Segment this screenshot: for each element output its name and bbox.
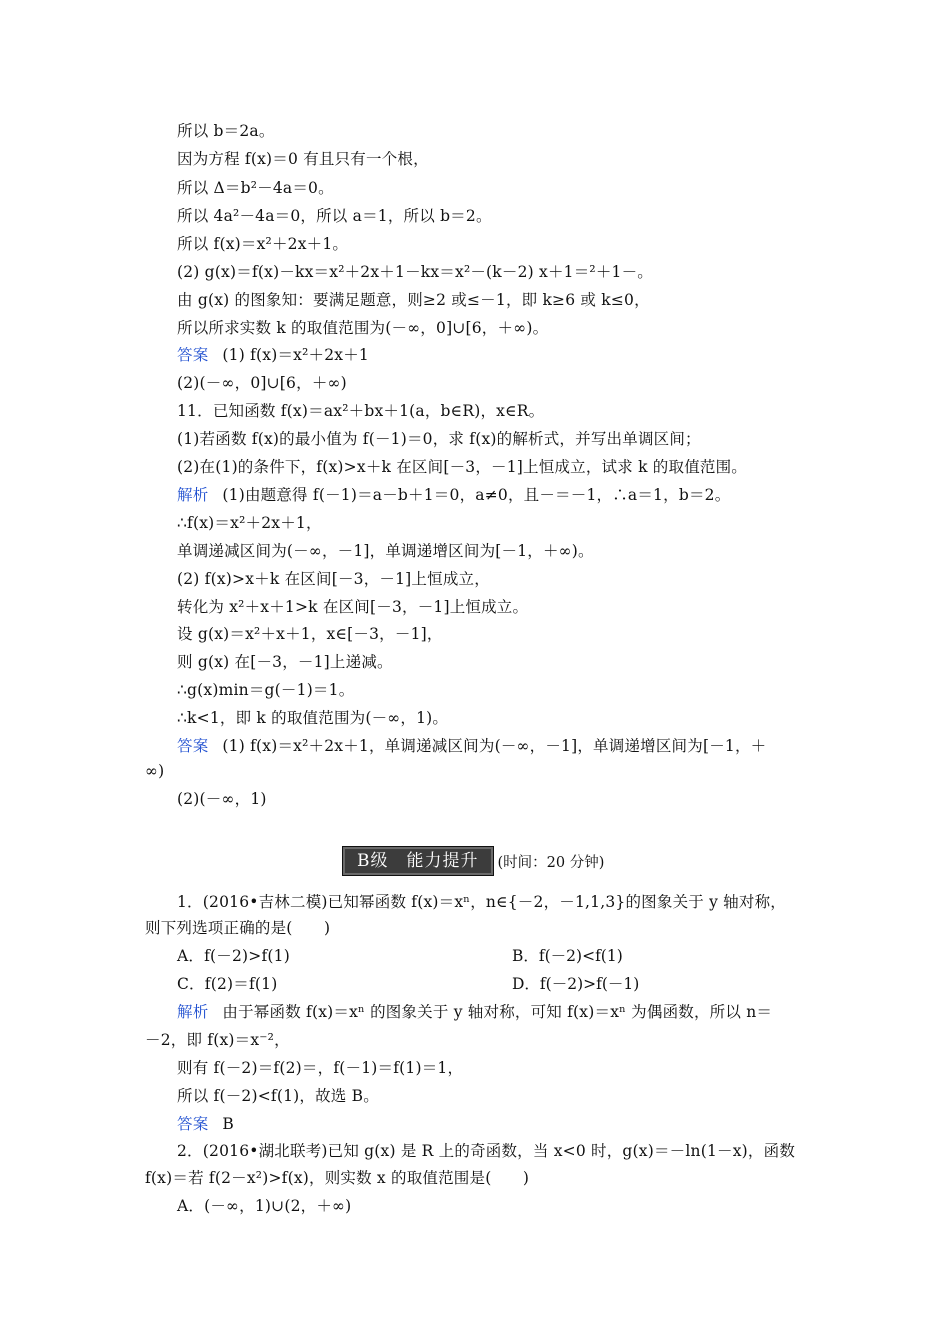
text-line: 因为方程 f(x)＝0 有且只有一个根， [177,150,429,168]
question-11: 11．已知函数 f(x)＝ax²＋bx＋1(a，b∈R)，x∈R。 [177,402,545,420]
text-line: (2)在(1)的条件下，f(x)>x＋k 在区间[－3，－1]上恒成立，试求 k 的取值范围。 [177,458,747,476]
analysis-text: (1)由题意得 f(－1)＝a－b＋1＝0，a≠0，且－＝－1，∴a＝1，b＝2。 [222,486,731,504]
time-limit: (时间：20 分钟) [497,854,605,871]
answer-text: B [222,1115,234,1133]
text-line: 由 g(x) 的图象知：要满足题意，则≥2 或≤－1，即 k≥6 或 k≤0， [177,291,650,309]
option-a: A．(－∞，1)∪(2，＋∞) [177,1197,352,1215]
analysis-line [177,482,730,508]
text-line: 则下列选项正确的是( ) [145,919,331,937]
answer-text: (1) f(x)＝x²＋2x＋1，单调递减区间为(－∞，－1]，单调递增区间为[－1，＋ [222,737,767,755]
answer-label: 答案 [177,737,209,755]
answer-line [177,1111,234,1137]
text-line: 设 g(x)＝x²＋x＋1，x∈[－3，－1]， [177,625,443,643]
text-line: ∴g(x)min＝g(－1)＝1。 [177,681,355,699]
text-line: f(x)＝若 f(2－x²)>f(x)，则实数 x 的取值范围是( ) [145,1169,530,1187]
option-b: B．f(－2)<f(1) [512,947,623,965]
answer-line [177,733,766,759]
text-line: (2)(－∞，0]∪[6，＋∞) [177,374,347,392]
text-line: －2，即 f(x)＝x⁻²， [145,1031,290,1049]
analysis-label: 解析 [177,1003,209,1021]
analysis-label: 解析 [177,486,209,504]
text-line: ∞) [145,762,165,780]
section-header [342,846,604,876]
analysis-line [177,999,772,1025]
text-line: 所以 b＝2a。 [177,122,275,140]
text-line: ∴f(x)＝x²＋2x＋1， [177,514,322,532]
answer-text: (1) f(x)＝x²＋2x＋1 [222,346,369,364]
text-line: (2) f(x)>x＋k 在区间[－3，－1]上恒成立， [177,570,490,588]
text-line: 所以 f(x)＝x²＋2x＋1。 [177,235,349,253]
text-line: 则有 f(－2)＝f(2)＝，f(－1)＝f(1)＝1， [177,1059,464,1077]
option-a: A．f(－2)>f(1) [177,947,290,965]
question-1: 1．(2016•吉林二模)已知幂函数 f(x)＝xⁿ，n∈{－2，－1,1,3}的图象关于 y 轴对称， [177,893,786,911]
text-line: (2)(－∞，1) [177,790,267,808]
text-line: 转化为 x²＋x＋1>k 在区间[－3，－1]上恒成立。 [177,598,529,616]
text-line: (1)若函数 f(x)的最小值为 f(－1)＝0，求 f(x)的解析式，并写出单调区间； [177,430,701,448]
text-line: 所以 4a²－4a＝0，所以 a＝1，所以 b＝2。 [177,207,492,225]
text-line: 所以 f(－2)<f(1)，故选 B。 [177,1087,379,1105]
question-2: 2．(2016•湖北联考)已知 g(x) 是 R 上的奇函数，当 x<0 时，g(x)＝－ln(1－x)，函数 [177,1142,796,1160]
text-line: 所以所求实数 k 的取值范围为(－∞，0]∪[6，＋∞)。 [177,319,549,337]
analysis-text: 由于幂函数 f(x)＝xⁿ 的图象关于 y 轴对称，可知 f(x)＝xⁿ 为偶函数，所以 n＝ [222,1003,773,1021]
answer-line [177,342,369,368]
text-line: 所以 Δ＝b²－4a＝0。 [177,179,334,197]
text-line: 单调递减区间为(－∞，－1]，单调递增区间为[－1，＋∞)。 [177,542,594,560]
option-c: C．f(2)＝f(1) [177,975,278,993]
text-line: 则 g(x) 在[－3，－1]上递减。 [177,653,393,671]
text-line: (2) g(x)＝f(x)－kx＝x²＋2x＋1－kx＝x²－(k－2) x＋1＝²＋1－。 [177,263,654,281]
option-d: D．f(－2)>f(－1) [512,975,640,993]
section-banner: B级 能力提升 [342,846,494,876]
answer-label: 答案 [177,346,209,364]
answer-label: 答案 [177,1115,209,1133]
text-line: ∴k<1，即 k 的取值范围为(－∞，1)。 [177,709,449,727]
